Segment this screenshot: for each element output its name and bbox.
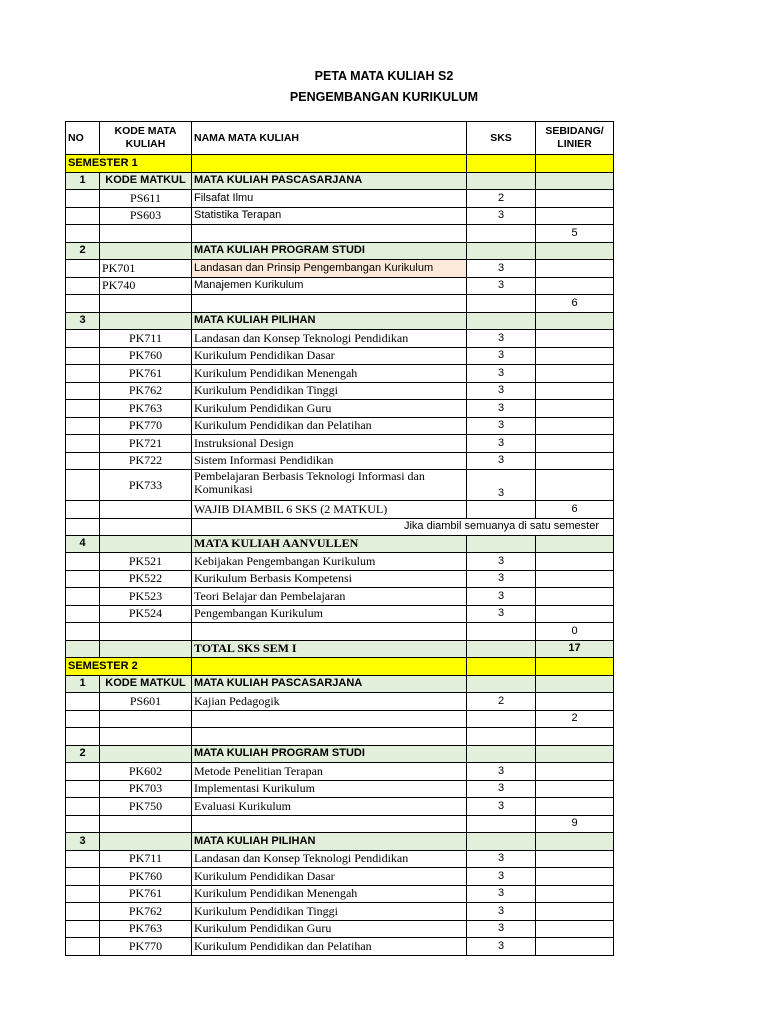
group-no: 1 (66, 172, 100, 190)
course-code: PS603 (100, 207, 192, 225)
group-row (66, 745, 614, 763)
course-code: PK770 (100, 417, 192, 435)
course-sks: 3 (467, 435, 536, 453)
course-code: PK760 (100, 868, 192, 886)
header-kode: KODE MATA KULIAH (100, 122, 192, 155)
semester-row (66, 658, 614, 676)
group-name: MATA KULIAH PILIHAN (192, 833, 467, 851)
course-code: PK711 (100, 850, 192, 868)
course-row (66, 330, 614, 348)
group-no: 2 (66, 745, 100, 763)
document-subtitle: PENGEMBANGAN KURIKULUM (289, 90, 479, 104)
course-sks: 3 (467, 850, 536, 868)
course-code: PK763 (100, 400, 192, 418)
course-sks: 3 (467, 400, 536, 418)
group-kode: KODE MATKUL (100, 172, 192, 190)
course-sks: 3 (467, 260, 536, 278)
course-sks: 3 (467, 277, 536, 295)
course-name: Landasan dan Konsep Teknologi Pendidikan (192, 330, 467, 348)
group-no: 2 (66, 242, 100, 260)
group-name: MATA KULIAH PASCASARJANA (192, 172, 467, 190)
course-name: Kurikulum Pendidikan dan Pelatihan (192, 938, 467, 956)
course-code: PK770 (100, 938, 192, 956)
course-name: Sistem Informasi Pendidikan (192, 452, 467, 470)
course-code: PK761 (100, 885, 192, 903)
subtotal-row (66, 815, 614, 833)
total-value: 17 (536, 640, 614, 658)
header-sebidang: SEBIDANG/ LINIER (536, 122, 614, 155)
course-name: Landasan dan Prinsip Pengembangan Kurikulum (192, 260, 467, 278)
course-sks: 3 (467, 570, 536, 588)
course-row (66, 763, 614, 781)
course-code: PK762 (100, 903, 192, 921)
course-row (66, 798, 614, 816)
course-name: Manajemen Kurikulum (192, 277, 467, 295)
course-name: Kurikulum Pendidikan Dasar (192, 868, 467, 886)
semester-row (66, 155, 614, 173)
course-code: PK602 (100, 763, 192, 781)
course-sks: 3 (467, 868, 536, 886)
group-name: MATA KULIAH AANVULLEN (192, 535, 467, 553)
course-row (66, 605, 614, 623)
group-row (66, 312, 614, 330)
group-name: MATA KULIAH PROGRAM STUDI (192, 745, 467, 763)
course-name: Instruksional Design (192, 435, 467, 453)
group-row (66, 675, 614, 693)
course-row (66, 938, 614, 956)
course-code: PK721 (100, 435, 192, 453)
course-name: Landasan dan Konsep Teknologi Pendidikan (192, 850, 467, 868)
course-sks: 3 (467, 903, 536, 921)
total-label: TOTAL SKS SEM I (192, 640, 467, 658)
course-row (66, 382, 614, 400)
course-sks: 3 (467, 938, 536, 956)
course-row (66, 207, 614, 225)
header-nama: NAMA MATA KULIAH (192, 122, 467, 155)
course-sks: 3 (467, 780, 536, 798)
course-sks: 3 (467, 588, 536, 606)
subtotal-row (66, 710, 614, 728)
course-code: PK711 (100, 330, 192, 348)
course-name: Kurikulum Pendidikan Guru (192, 400, 467, 418)
group-row (66, 833, 614, 851)
course-code: PK733 (100, 470, 192, 501)
course-row (66, 470, 614, 501)
group-no: 3 (66, 833, 100, 851)
table-header-row (66, 122, 614, 155)
course-row (66, 850, 614, 868)
course-sks: 2 (467, 190, 536, 208)
subtotal-value: 6 (536, 295, 614, 313)
course-code: PK763 (100, 920, 192, 938)
group-no: 4 (66, 535, 100, 553)
course-map-table (65, 121, 614, 956)
course-row (66, 903, 614, 921)
document-title: PETA MATA KULIAH S2 (314, 69, 454, 83)
subtotal-row (66, 225, 614, 243)
course-name: Kurikulum Pendidikan Tinggi (192, 382, 467, 400)
subtotal-value: 5 (536, 225, 614, 243)
course-name: Kurikulum Pendidikan dan Pelatihan (192, 417, 467, 435)
required-value: 6 (536, 501, 614, 519)
course-name: Implementasi Kurikulum (192, 780, 467, 798)
course-row (66, 920, 614, 938)
course-sks: 3 (467, 470, 536, 501)
course-row (66, 190, 614, 208)
course-sks: 3 (467, 330, 536, 348)
note-row (66, 518, 614, 535)
subtotal-value: 0 (536, 623, 614, 641)
semester-label: SEMESTER 2 (66, 658, 192, 676)
total-row (66, 640, 614, 658)
course-code: PS601 (100, 693, 192, 711)
course-name: Kurikulum Berbasis Kompetensi (192, 570, 467, 588)
header-sks: SKS (467, 122, 536, 155)
course-name: Kajian Pedagogik (192, 693, 467, 711)
course-code: PK740 (100, 277, 192, 295)
course-sks: 3 (467, 382, 536, 400)
course-code: PK760 (100, 347, 192, 365)
group-kode: KODE MATKUL (100, 675, 192, 693)
course-row (66, 780, 614, 798)
course-name: Kurikulum Pendidikan Guru (192, 920, 467, 938)
course-sks: 3 (467, 207, 536, 225)
header-no: NO (66, 122, 100, 155)
course-sks: 2 (467, 693, 536, 711)
course-name: Filsafat Ilmu (192, 190, 467, 208)
course-name: Teori Belajar dan Pembelajaran (192, 588, 467, 606)
group-name: MATA KULIAH PASCASARJANA (192, 675, 467, 693)
group-row (66, 172, 614, 190)
course-code: PK701 (100, 260, 192, 278)
course-row (66, 417, 614, 435)
course-row (66, 365, 614, 383)
course-row (66, 553, 614, 571)
required-note: WAJIB DIAMBIL 6 SKS (2 MATKUL) (192, 501, 467, 519)
course-row (66, 693, 614, 711)
group-row (66, 242, 614, 260)
course-sks: 3 (467, 605, 536, 623)
course-sks: 3 (467, 452, 536, 470)
course-row (66, 588, 614, 606)
group-no: 1 (66, 675, 100, 693)
course-sks: 3 (467, 347, 536, 365)
subtotal-row (66, 623, 614, 641)
course-code: PK523 (100, 588, 192, 606)
course-row (66, 452, 614, 470)
subtotal-value: 9 (536, 815, 614, 833)
course-code: PK524 (100, 605, 192, 623)
course-code: PK722 (100, 452, 192, 470)
course-sks: 3 (467, 365, 536, 383)
course-code: PK522 (100, 570, 192, 588)
group-no: 3 (66, 312, 100, 330)
group-name: MATA KULIAH PILIHAN (192, 312, 467, 330)
course-name: Kurikulum Pendidikan Dasar (192, 347, 467, 365)
course-name: Pembelajaran Berbasis Teknologi Informasi dan Komunikasi (192, 470, 467, 501)
course-sks: 3 (467, 417, 536, 435)
course-name: Statistika Terapan (192, 207, 467, 225)
course-row (66, 570, 614, 588)
course-sks: 3 (467, 553, 536, 571)
course-row (66, 400, 614, 418)
course-code: PK761 (100, 365, 192, 383)
course-name: Kurikulum Pendidikan Menengah (192, 365, 467, 383)
course-name: Kurikulum Pendidikan Tinggi (192, 903, 467, 921)
course-row (66, 260, 614, 278)
semester-label: SEMESTER 1 (66, 155, 192, 173)
course-sks: 3 (467, 920, 536, 938)
course-row (66, 868, 614, 886)
required-row (66, 501, 614, 519)
course-code: PK750 (100, 798, 192, 816)
course-name: Pengembangan Kurikulum (192, 605, 467, 623)
course-code: PK703 (100, 780, 192, 798)
course-row (66, 347, 614, 365)
group-row (66, 535, 614, 553)
course-name: Kebijakan Pengembangan Kurikulum (192, 553, 467, 571)
course-code: PS611 (100, 190, 192, 208)
course-name: Kurikulum Pendidikan Menengah (192, 885, 467, 903)
course-sks: 3 (467, 798, 536, 816)
empty-row (66, 728, 614, 746)
course-row (66, 435, 614, 453)
course-name: Evaluasi Kurikulum (192, 798, 467, 816)
course-sks: 3 (467, 885, 536, 903)
course-code: PK762 (100, 382, 192, 400)
course-name: Metode Penelitian Terapan (192, 763, 467, 781)
subtotal-row (66, 295, 614, 313)
semester-note: Jika diambil semuanya di satu semester (192, 518, 614, 535)
subtotal-value: 2 (536, 710, 614, 728)
course-code: PK521 (100, 553, 192, 571)
course-row (66, 885, 614, 903)
course-row (66, 277, 614, 295)
group-name: MATA KULIAH PROGRAM STUDI (192, 242, 467, 260)
course-sks: 3 (467, 763, 536, 781)
